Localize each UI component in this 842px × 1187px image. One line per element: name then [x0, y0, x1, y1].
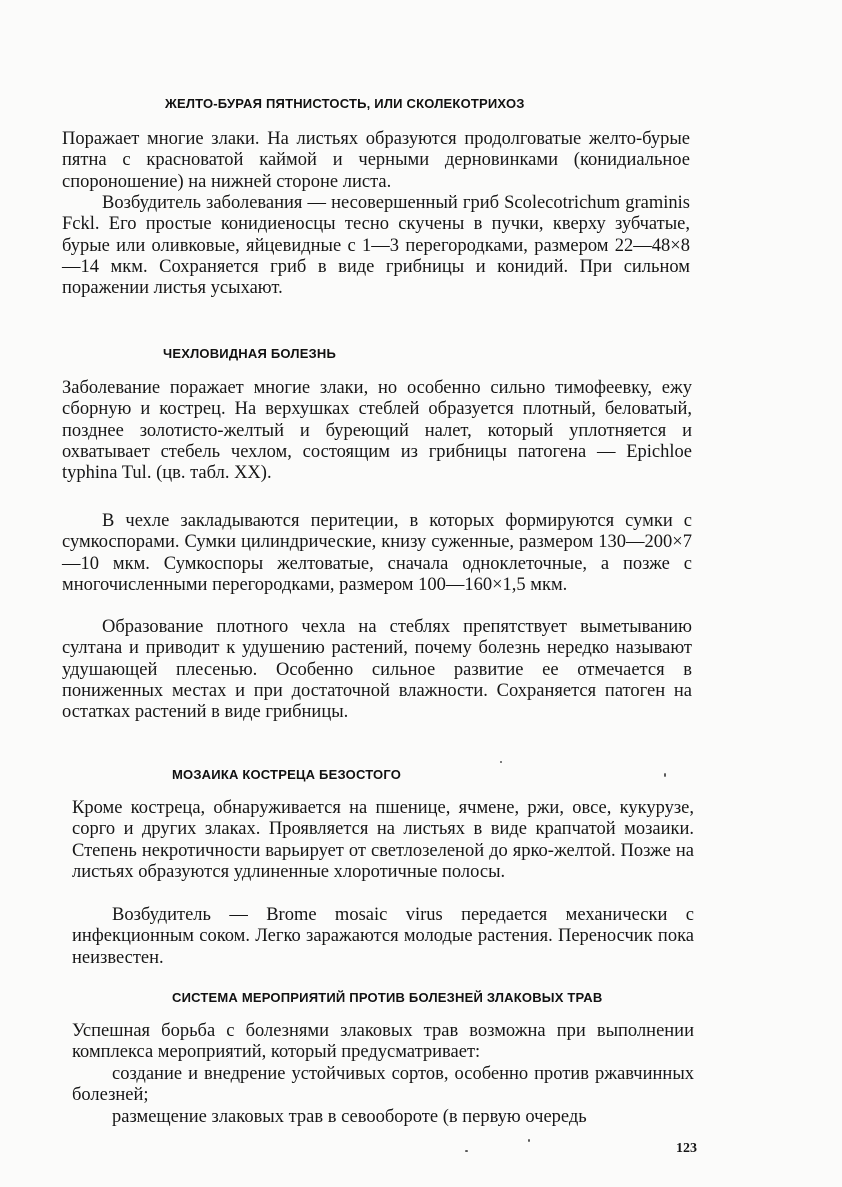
paragraph: В чехле закладываются перитеции, в которых формируются сумки с сумкоспорами. Сумки цилиндрические, книзу суженные, размером 130—200×7—10 мкм. Сумкоспоры желтоватые, сначала одноклеточные, а позже с многочисленными перегородками, размером 100—160×1,5 мкм. [62, 511, 692, 595]
scan-speck [528, 1139, 530, 1142]
section-heading-brome-mosaic: МОЗАИКА КОСТРЕЦА БЕЗОСТОГО [172, 767, 402, 782]
paragraph: Возбудитель заболевания — несовершенный гриб Scolecotrichum graminis Fckl. Его простые конидиеносцы тесно скучены в пучки, кверху зубчатые, бурые или оливковые, яйцевидные с 1—3 перегородками, размером 22—48×8—14 мкм. Сохраняется гриб в виде грибницы и конидий. При сильном поражении листья усыхают. [62, 193, 690, 299]
section-heading-scolecotrichosis: ЖЕЛТО-БУРАЯ ПЯТНИСТОСТЬ, ИЛИ СКОЛЕКОТРИХОЗ [165, 96, 525, 111]
section-heading-choke-disease: ЧЕХЛОВИДНАЯ БОЛЕЗНЬ [163, 346, 337, 361]
paragraph: Кроме костреца, обнаруживается на пшенице, ячмене, ржи, овсе, кукурузе, сорго и других злаках. Проявляется на листьях в виде крапчатой мозаики. Степень некротичности варьирует от светлозеленой до ярко-желтой. Позже на листьях образуются удлиненные хлоротичные полосы. [72, 798, 694, 882]
paragraph: Образование плотного чехла на стеблях препятствует выметыванию султана и приводит к удушению растений, почему болезнь нередко называют удушающей плесенью. Особенно сильное развитие ее отмечается в пониженных местах и при достаточной влажности. Сохраняется патоген на остатках растений в виде грибницы. [62, 617, 692, 723]
paragraph: Возбудитель — Brome mosaic virus передается механически с инфекционным соком. Легко заражаются молодые растения. Переносчик пока неизвестен. [72, 905, 694, 968]
paragraph: Заболевание поражает многие злаки, но особенно сильно тимофеевку, ежу сборную и кострец. На верхушках стеблей образуется плотный, беловатый, позднее золотисто-желтый и буреющий налет, который уплотняется и охватывает стебель чехлом, состоящим из грибницы патогена — Epichloe typhina Tul. (цв. табл. XX). [62, 378, 692, 484]
paragraph: Поражает многие злаки. На листьях образуются продолговатые желто-бурые пятна с красноватой каймой и черными дерновинками (конидиальное спороношение) на нижней стороне листа. [62, 129, 690, 192]
scan-speck [664, 773, 666, 777]
scan-speck [500, 761, 502, 763]
section-heading-control-system: СИСТЕМА МЕРОПРИЯТИЙ ПРОТИВ БОЛЕЗНЕЙ ЗЛАКОВЫХ ТРАВ [172, 990, 603, 1005]
paragraph: размещение злаковых трав в севообороте (в первую очередь [112, 1107, 587, 1127]
paragraph: создание и внедрение устойчивых сортов, особенно против ржавчинных болезней; [72, 1064, 694, 1106]
paragraph: Успешная борьба с болезнями злаковых трав возможна при выполнении комплекса мероприятий, который предусматривает: [72, 1021, 694, 1063]
scan-speck [465, 1150, 468, 1152]
page-number: 123 [676, 1141, 697, 1156]
